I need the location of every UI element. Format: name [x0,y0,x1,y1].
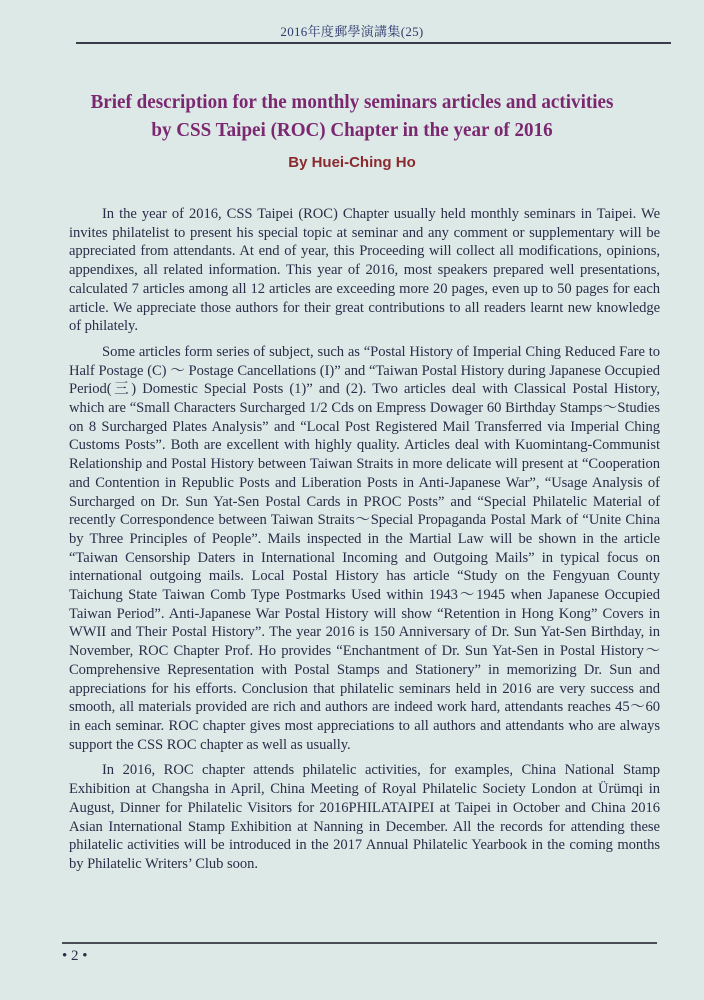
title-line-2: by CSS Taipei (ROC) Chapter in the year of 2016 [151,119,553,141]
footer-divider [62,942,657,944]
paragraph-2: Some articles form series of subject, such as “Postal History of Imperial Ching Reduced Fare to Half Postage (C) ～ Postage Cancellations (I)” and “Taiwan Postal History during Japanese Occupied Period(三) Domestic Special Posts (1)” and (2). Two articles deal with Classical Postal History, which are “Small Characters Surcharged 1/2 Cds on Empress Dowager 60 Birthday Stamps～Studies on 8 Surcharged Plates Analysis” and “Local Post Registered Mail Transferred via Imperial Ching Customs Posts”. Both are excellent with highly quality. Articles deal with Kuomintang-Communist Relationship and Postal History between Taiwan Straits in more delicate will present at “Cooperation and Contention in Republic Posts and Liberation Posts in Anti-Japanese War”, “Usage Analysis of Surcharged on Dr. Sun Yat-Sen Postal Cards in PROC Posts” and “Special Philatelic Material of recently Correspondence between Taiwan Straits～Special Propaganda Postal Mark of “Unite China by Three Principles of People”. Mails inspected in the Martial Law will be shown in the article “Taiwan Censorship Daters in International Incoming and Outgoing Mails” in typical focus on international outgoing mails. Local Postal History has article “Study on the Fengyuan County Taichung State Taiwan Comb Type Postmarks Used within 1943～1945 when Japanese Occupied Taiwan Period”. Anti-Japanese War Postal History will show “Retention in Hong Kong” Covers in WWII and Their Postal History”. The year 2016 is 150 Anniversary of Dr. Sun Yat-Sen Birthday, in November, ROC Chapter Prof. Ho provides “Enchantment of Dr. Sun Yat-Sen in Postal History～Comprehensive Representation with Postal Stamps and Stationery” in memorizing Dr. Sun and appreciations for his efforts. Conclusion that philatelic seminars held in 2016 are very success and smooth, all materials provided are rich and authors are indeed work hard, attendants reaches 45～60 in each seminar. ROC chapter gives most appreciations to all authors and attendants who are always support the CSS ROC chapter as well as usually. [69,343,660,753]
paragraph-1: In the year of 2016, CSS Taipei (ROC) Chapter usually held monthly seminars in Taipei. We invites philatelist to present his special topic at seminar and any comment or supplementary will be appreciated from attendants. At end of year, this Proceeding will collect all modifications, opinions, appendixes, all related information. This year of 2016, most speakers prepared well presentations, calculated 7 articles among all 12 articles are exceeding more 20 pages, even up to 50 pages for each article. We appreciate those authors for their great contributions to all readers learnt new knowledge of philately. [69,206,660,335]
article-body [69,205,660,881]
page-number: • 2 • [62,948,88,964]
author-byline: By Huei-Ching Ho [288,154,416,171]
header-divider [76,42,671,44]
title-line-1: Brief description for the monthly seminars articles and activities [90,91,614,113]
paragraph-3: In 2016, ROC chapter attends philatelic activities, for examples, China National Stamp Exhibition at Changsha in April, China Meeting of Royal Philatelic Society London at Ürümqi in August, Dinner for Philatelic Visitors for 2016PHILATAIPEI at Taipei in October and China 2016 Asian International Stamp Exhibition at Nanning in December. All the records for attending these philatelic activities will be introduced in the 2017 Annual Philatelic Yearbook in the coming months by Philatelic Writers’ Club soon. [69,762,660,872]
running-header: 2016年度郵學演講集(25) [280,24,424,39]
article-title [62,88,642,144]
